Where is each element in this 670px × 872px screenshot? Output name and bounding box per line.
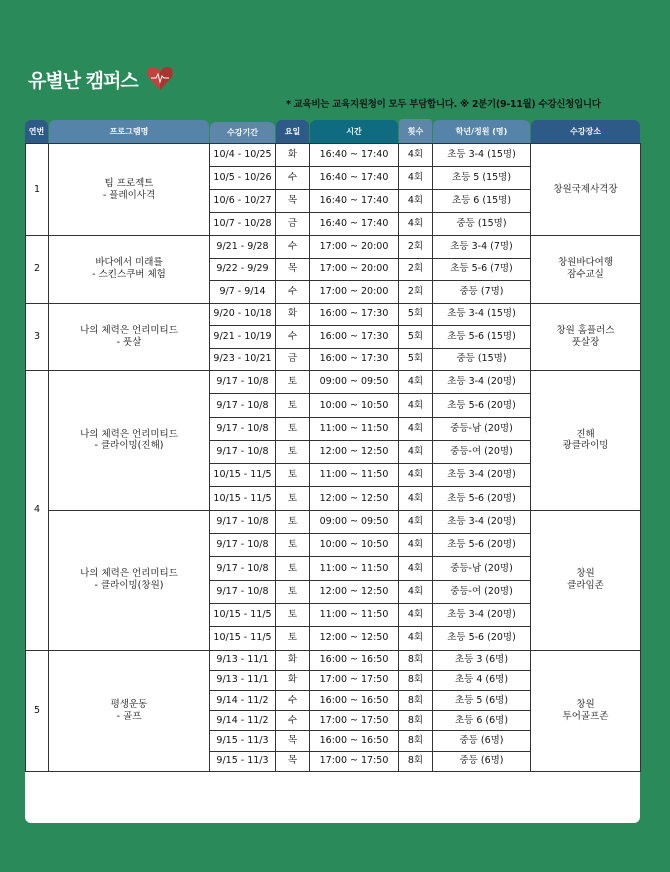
count-cell: 4회 [399,557,433,580]
count-cell: 5회 [399,326,433,349]
period-cell: 9/23 - 10/21 [210,348,276,371]
time-cell: 12:00 ~ 12:50 [310,487,399,510]
period-cell: 9/13 - 11/1 [210,650,276,670]
time-cell: 11:00 ~ 11:50 [310,417,399,440]
day-cell: 화 [276,303,310,326]
day-cell: 토 [276,464,310,487]
time-cell: 16:00 ~ 16:50 [310,650,399,670]
day-cell: 화 [276,144,310,167]
time-cell: 10:00 ~ 10:50 [310,534,399,557]
place-cell: 창원 투어골프존 [531,650,641,771]
header-place: 수강장소 [531,120,640,143]
period-cell: 9/21 - 10/19 [210,326,276,349]
day-cell: 수 [276,167,310,190]
time-cell: 16:00 ~ 17:30 [310,326,399,349]
grade-cell: 초등 5 (15명) [433,167,531,190]
row-number: 2 [26,236,49,304]
count-cell: 8회 [399,731,433,751]
period-cell: 10/6 - 10/27 [210,190,276,213]
period-cell: 9/13 - 11/1 [210,670,276,690]
place-cell: 창원바다여행 잠수교실 [531,236,641,304]
count-cell: 4회 [399,580,433,603]
heart-icon [146,64,174,92]
count-cell: 8회 [399,751,433,771]
day-cell: 목 [276,190,310,213]
day-cell: 토 [276,557,310,580]
count-cell: 8회 [399,670,433,690]
program-name: 평생운동 - 골프 [49,650,210,771]
program-name: 나의 체력은 언리미티드 - 클라이밍(진해) [49,371,210,511]
period-cell: 9/14 - 11/2 [210,711,276,731]
time-cell: 16:40 ~ 17:40 [310,213,399,236]
count-cell: 4회 [399,371,433,394]
grade-cell: 중등 (15명) [433,213,531,236]
period-cell: 9/17 - 10/8 [210,534,276,557]
time-cell: 16:00 ~ 17:30 [310,348,399,371]
day-cell: 토 [276,534,310,557]
time-cell: 11:00 ~ 11:50 [310,603,399,626]
day-cell: 토 [276,440,310,463]
grade-cell: 초등 5 (6명) [433,690,531,710]
program-name: 나의 체력은 언리미티드 - 풋살 [49,303,210,371]
day-cell: 토 [276,603,310,626]
grade-cell: 초등 5-6 (20명) [433,487,531,510]
time-cell: 16:40 ~ 17:40 [310,167,399,190]
count-cell: 8회 [399,711,433,731]
day-cell: 금 [276,213,310,236]
count-cell: 4회 [399,487,433,510]
count-cell: 2회 [399,281,433,304]
day-cell: 토 [276,627,310,650]
time-cell: 17:00 ~ 20:00 [310,258,399,281]
time-cell: 12:00 ~ 12:50 [310,627,399,650]
period-cell: 9/15 - 11/3 [210,731,276,751]
time-cell: 16:40 ~ 17:40 [310,144,399,167]
header-program: 프로그램명 [49,120,209,143]
time-cell: 11:00 ~ 11:50 [310,557,399,580]
count-cell: 4회 [399,603,433,626]
grade-cell: 초등 5-6 (20명) [433,394,531,417]
header-period: 수강기간 [210,122,275,143]
period-cell: 9/17 - 10/8 [210,510,276,533]
header-count: 횟수 [399,119,432,143]
time-cell: 17:00 ~ 17:50 [310,751,399,771]
day-cell: 토 [276,510,310,533]
day-cell: 목 [276,751,310,771]
grade-cell: 중등-여 (20명) [433,440,531,463]
table-row [26,371,641,394]
count-cell: 4회 [399,213,433,236]
count-cell: 4회 [399,440,433,463]
program-name: 나의 체력은 언리미티드 - 클라이밍(창원) [49,510,210,650]
row-number: 3 [26,303,49,371]
day-cell: 토 [276,371,310,394]
count-cell: 2회 [399,236,433,259]
count-cell: 4회 [399,464,433,487]
period-cell: 9/21 - 9/28 [210,236,276,259]
row-number: 4 [26,371,49,651]
count-cell: 5회 [399,348,433,371]
grade-cell: 중등 (6명) [433,731,531,751]
day-cell: 토 [276,394,310,417]
count-cell: 4회 [399,627,433,650]
grade-cell: 중등 (7명) [433,281,531,304]
grade-cell: 초등 3-4 (20명) [433,464,531,487]
table-row [26,303,641,326]
count-cell: 4회 [399,144,433,167]
period-cell: 9/17 - 10/8 [210,557,276,580]
count-cell: 5회 [399,303,433,326]
count-cell: 4회 [399,190,433,213]
count-cell: 4회 [399,417,433,440]
grade-cell: 중등 (6명) [433,751,531,771]
place-cell: 창원 홈플러스 풋살장 [531,303,641,371]
period-cell: 10/15 - 11/5 [210,627,276,650]
day-cell: 금 [276,348,310,371]
day-cell: 수 [276,711,310,731]
row-number: 1 [26,144,49,236]
schedule-table [25,143,641,772]
grade-cell: 중등-남 (20명) [433,417,531,440]
day-cell: 화 [276,670,310,690]
period-cell: 9/15 - 11/3 [210,751,276,771]
header-no: 연번 [25,120,48,143]
period-cell: 9/17 - 10/8 [210,580,276,603]
time-cell: 16:40 ~ 17:40 [310,190,399,213]
program-name: 팀 프로젝트 - 플레이사격 [49,144,210,236]
grade-cell: 초등 5-6 (20명) [433,627,531,650]
time-cell: 09:00 ~ 09:50 [310,510,399,533]
time-cell: 17:00 ~ 17:50 [310,711,399,731]
time-cell: 16:00 ~ 17:30 [310,303,399,326]
period-cell: 10/4 - 10/25 [210,144,276,167]
count-cell: 8회 [399,690,433,710]
table-row [26,650,641,670]
count-cell: 4회 [399,394,433,417]
count-cell: 8회 [399,650,433,670]
grade-cell: 초등 5-6 (20명) [433,534,531,557]
grade-cell: 초등 3-4 (7명) [433,236,531,259]
period-cell: 9/7 - 9/14 [210,281,276,304]
place-cell: 창원 클라임존 [531,510,641,650]
day-cell: 목 [276,258,310,281]
period-cell: 10/15 - 11/5 [210,487,276,510]
grade-cell: 초등 3 (6명) [433,650,531,670]
notice-text: * 교육비는 교육지원청이 모두 부담합니다. ※ 2분기(9-11월) 수강신청입니다 [286,99,601,110]
grade-cell: 초등 3-4 (15명) [433,144,531,167]
period-cell: 9/22 - 9/29 [210,258,276,281]
table-row [26,144,641,167]
table-header [25,120,640,143]
grade-cell: 초등 4 (6명) [433,670,531,690]
period-cell: 10/15 - 11/5 [210,603,276,626]
period-cell: 10/5 - 10/26 [210,167,276,190]
header-grade: 학년/정원 (명) [433,120,530,143]
period-cell: 9/20 - 10/18 [210,303,276,326]
grade-cell: 초등 3-4 (15명) [433,303,531,326]
day-cell: 수 [276,690,310,710]
count-cell: 4회 [399,167,433,190]
period-cell: 9/17 - 10/8 [210,371,276,394]
period-cell: 9/17 - 10/8 [210,394,276,417]
day-cell: 화 [276,650,310,670]
count-cell: 2회 [399,258,433,281]
time-cell: 12:00 ~ 12:50 [310,440,399,463]
grade-cell: 초등 3-4 (20명) [433,371,531,394]
count-cell: 4회 [399,510,433,533]
grade-cell: 초등 6 (6명) [433,711,531,731]
day-cell: 토 [276,487,310,510]
grade-cell: 초등 6 (15명) [433,190,531,213]
time-cell: 11:00 ~ 11:50 [310,464,399,487]
grade-cell: 중등-남 (20명) [433,557,531,580]
period-cell: 9/14 - 11/2 [210,690,276,710]
place-cell: 창원국제사격장 [531,144,641,236]
grade-cell: 초등 3-4 (20명) [433,603,531,626]
row-number: 5 [26,650,49,771]
time-cell: 16:00 ~ 16:50 [310,731,399,751]
day-cell: 토 [276,580,310,603]
time-cell: 17:00 ~ 17:50 [310,670,399,690]
day-cell: 수 [276,281,310,304]
place-cell: 진해 광클라이밍 [531,371,641,511]
time-cell: 17:00 ~ 20:00 [310,236,399,259]
day-cell: 수 [276,326,310,349]
header-day: 요일 [276,120,309,143]
program-name: 바다에서 미래를 - 스킨스쿠버 체험 [49,236,210,304]
count-cell: 4회 [399,534,433,557]
day-cell: 토 [276,417,310,440]
time-cell: 17:00 ~ 20:00 [310,281,399,304]
table-row [26,236,641,259]
table-row [26,510,641,533]
time-cell: 09:00 ~ 09:50 [310,371,399,394]
period-cell: 10/7 - 10/28 [210,213,276,236]
time-cell: 10:00 ~ 10:50 [310,394,399,417]
grade-cell: 초등 5-6 (7명) [433,258,531,281]
period-cell: 10/15 - 11/5 [210,464,276,487]
day-cell: 수 [276,236,310,259]
time-cell: 12:00 ~ 12:50 [310,580,399,603]
day-cell: 목 [276,731,310,751]
grade-cell: 초등 5-6 (15명) [433,326,531,349]
grade-cell: 중등 (15명) [433,348,531,371]
period-cell: 9/17 - 10/8 [210,440,276,463]
page-title: 유별난 캠퍼스 [28,70,138,92]
period-cell: 9/17 - 10/8 [210,417,276,440]
time-cell: 16:00 ~ 16:50 [310,690,399,710]
header-time: 시간 [310,120,398,143]
grade-cell: 중등-여 (20명) [433,580,531,603]
grade-cell: 초등 3-4 (20명) [433,510,531,533]
